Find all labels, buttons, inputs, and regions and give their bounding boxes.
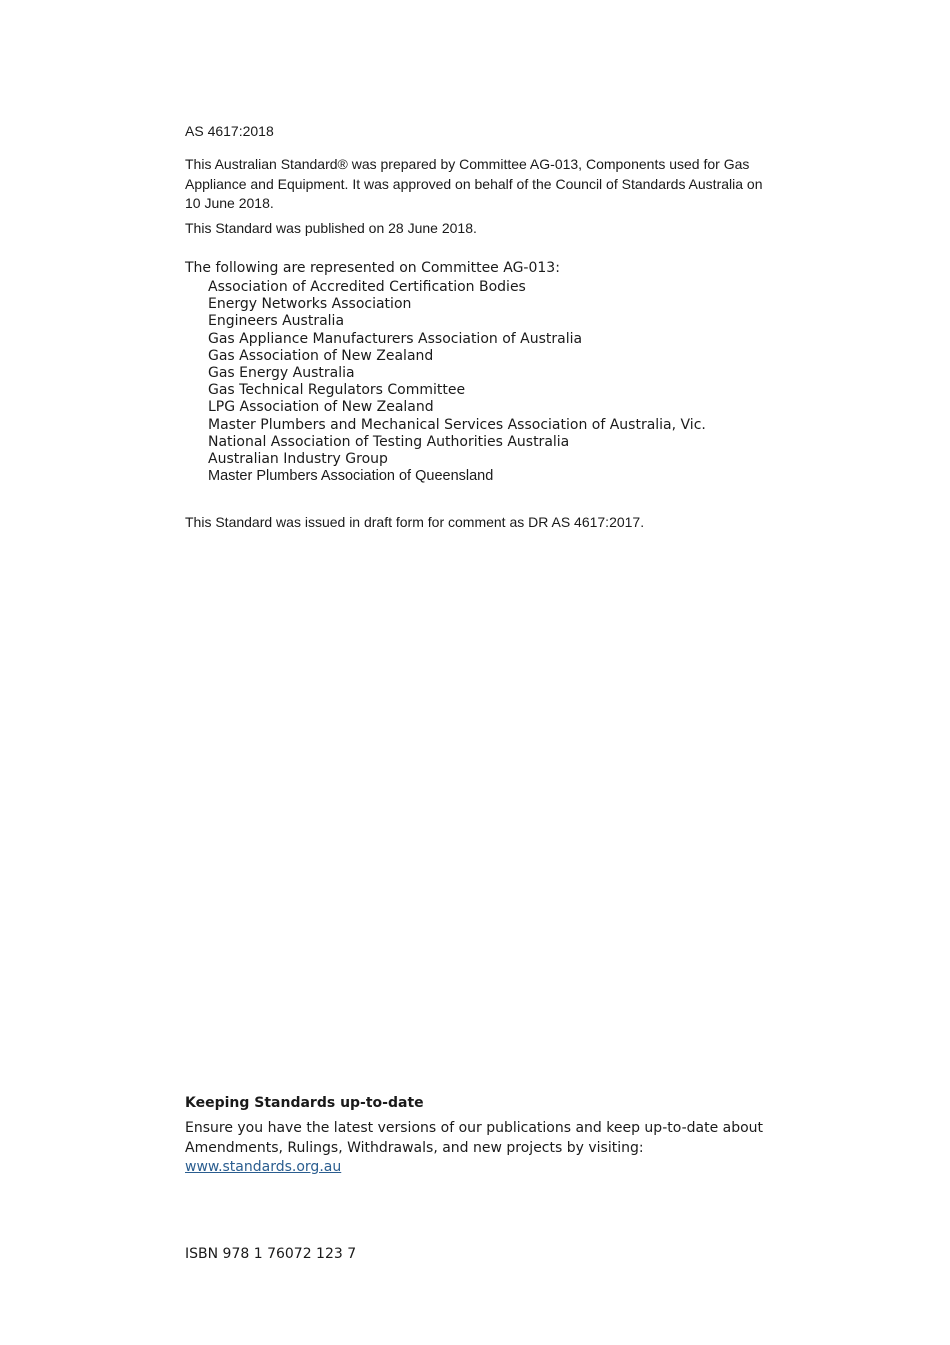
keeping-standards-body: Ensure you have the latest versions of our publications and keep up-to-date about Amendments, Rulings, Withdrawals, and new projects by visiting: <box>185 1120 764 1156</box>
committee-member: Gas Energy Australia <box>208 364 355 381</box>
committee-member: Gas Association of New Zealand <box>208 347 434 364</box>
isbn: ISBN 978 1 76072 123 7 <box>185 1246 357 1262</box>
keeping-standards-heading: Keeping Standards up-to-date <box>185 1095 424 1111</box>
committee-member: Engineers Australia <box>208 313 345 330</box>
committee-heading: The following are represented on Committee AG-013: <box>185 260 560 276</box>
draft-statement: This Standard was issued in draft form for comment as DR AS 4617:2017. <box>185 514 645 530</box>
committee-member: Gas Technical Regulators Committee <box>208 382 466 399</box>
committee-member: Master Plumbers and Mechanical Services Association of Australia, Vic. <box>208 416 706 433</box>
committee-member-list <box>208 279 706 485</box>
standards-website-link[interactable]: www.standards.org.au <box>185 1159 342 1175</box>
committee-member: Master Plumbers Association of Queensland <box>208 468 494 485</box>
standard-id: AS 4617:2018 <box>185 123 274 139</box>
committee-member: LPG Association of New Zealand <box>208 399 434 416</box>
committee-member: Association of Accredited Certification Bodies <box>208 279 526 295</box>
published-statement: This Standard was published on 28 June 2018. <box>185 220 477 236</box>
committee-member: Australian Industry Group <box>208 450 388 467</box>
committee-member: Energy Networks Association <box>208 296 412 313</box>
preparation-statement: This Australian Standard® was prepared by Committee AG-013, Components used for Gas Appliance and Equipment. It was approved on behalf of the Council of Standards Australia on 10 June 2018. <box>185 156 763 211</box>
committee-member: Gas Appliance Manufacturers Association of Australia <box>208 330 583 347</box>
committee-member: National Association of Testing Authorities Australia <box>208 433 570 450</box>
